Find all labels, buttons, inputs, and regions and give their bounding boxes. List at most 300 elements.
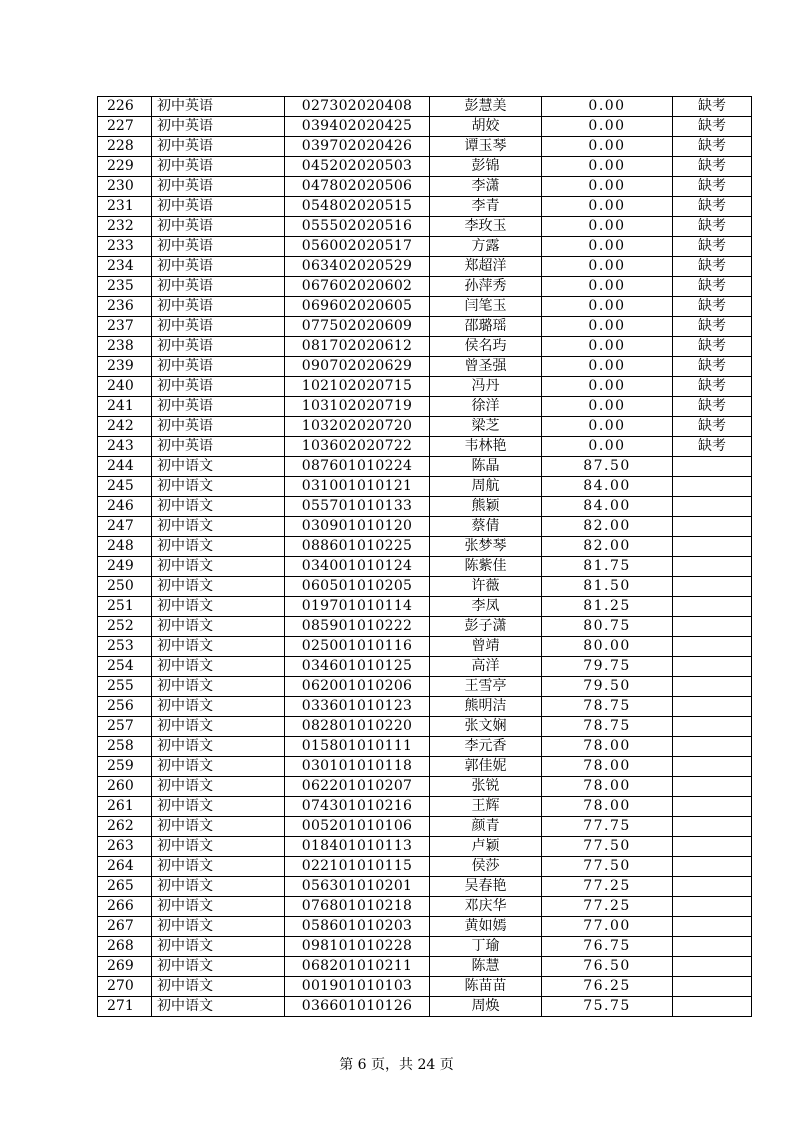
remark-cell: [673, 857, 752, 877]
row-number-cell: 229: [98, 157, 152, 177]
exam-id-cell: 030101010118: [285, 757, 430, 777]
table-row: [98, 117, 752, 137]
remark-cell: [673, 537, 752, 557]
row-number-cell: 263: [98, 837, 152, 857]
table-row: [98, 817, 752, 837]
exam-id-cell: 081702020612: [285, 337, 430, 357]
remark-cell: [673, 737, 752, 757]
subject-cell: 初中英语: [152, 117, 285, 137]
subject-cell: 初中语文: [152, 697, 285, 717]
row-number-cell: 256: [98, 697, 152, 717]
score-cell: 77.25: [542, 877, 673, 897]
exam-id-cell: 074301010216: [285, 797, 430, 817]
score-cell: 0.00: [542, 177, 673, 197]
exam-id-cell: 067602020602: [285, 277, 430, 297]
remark-cell: [673, 677, 752, 697]
table-row: [98, 97, 752, 117]
score-cell: 77.00: [542, 917, 673, 937]
table-row: [98, 757, 752, 777]
score-cell: 78.00: [542, 797, 673, 817]
remark-cell: 缺考: [673, 297, 752, 317]
exam-id-cell: 082801010220: [285, 717, 430, 737]
score-cell: 0.00: [542, 297, 673, 317]
name-cell: 邓庆华: [430, 897, 542, 917]
subject-cell: 初中英语: [152, 417, 285, 437]
table-row: [98, 417, 752, 437]
table-row: [98, 737, 752, 757]
row-number-cell: 228: [98, 137, 152, 157]
score-cell: 0.00: [542, 337, 673, 357]
table-row: [98, 397, 752, 417]
remark-cell: 缺考: [673, 397, 752, 417]
subject-cell: 初中语文: [152, 897, 285, 917]
table-row: [98, 357, 752, 377]
row-number-cell: 242: [98, 417, 152, 437]
score-cell: 75.75: [542, 997, 673, 1017]
row-number-cell: 226: [98, 97, 152, 117]
table-row: [98, 957, 752, 977]
row-number-cell: 248: [98, 537, 152, 557]
subject-cell: 初中英语: [152, 437, 285, 457]
subject-cell: 初中语文: [152, 677, 285, 697]
results-table: [97, 96, 752, 1017]
score-cell: 80.00: [542, 637, 673, 657]
remark-cell: [673, 917, 752, 937]
remark-cell: [673, 517, 752, 537]
subject-cell: 初中英语: [152, 137, 285, 157]
table-row: [98, 637, 752, 657]
remark-cell: 缺考: [673, 257, 752, 277]
remark-cell: [673, 817, 752, 837]
table-row: [98, 557, 752, 577]
score-cell: 0.00: [542, 437, 673, 457]
score-cell: 78.00: [542, 737, 673, 757]
table-row: [98, 877, 752, 897]
remark-cell: 缺考: [673, 137, 752, 157]
name-cell: 蔡倩: [430, 517, 542, 537]
exam-id-cell: 077502020609: [285, 317, 430, 337]
row-number-cell: 240: [98, 377, 152, 397]
subject-cell: 初中语文: [152, 977, 285, 997]
remark-cell: [673, 497, 752, 517]
exam-id-cell: 031001010121: [285, 477, 430, 497]
score-cell: 82.00: [542, 537, 673, 557]
exam-id-cell: 025001010116: [285, 637, 430, 657]
remark-cell: [673, 777, 752, 797]
name-cell: 熊明洁: [430, 697, 542, 717]
exam-id-cell: 045202020503: [285, 157, 430, 177]
row-number-cell: 232: [98, 217, 152, 237]
subject-cell: 初中语文: [152, 657, 285, 677]
name-cell: 张文娴: [430, 717, 542, 737]
subject-cell: 初中英语: [152, 337, 285, 357]
score-cell: 0.00: [542, 317, 673, 337]
name-cell: 张梦琴: [430, 537, 542, 557]
name-cell: 侯莎: [430, 857, 542, 877]
subject-cell: 初中语文: [152, 797, 285, 817]
remark-cell: 缺考: [673, 317, 752, 337]
row-number-cell: 239: [98, 357, 152, 377]
name-cell: 曾靖: [430, 637, 542, 657]
score-cell: 79.50: [542, 677, 673, 697]
score-cell: 0.00: [542, 217, 673, 237]
exam-id-cell: 056301010201: [285, 877, 430, 897]
table-row: [98, 337, 752, 357]
remark-cell: 缺考: [673, 417, 752, 437]
score-cell: 76.25: [542, 977, 673, 997]
name-cell: 王雪亭: [430, 677, 542, 697]
subject-cell: 初中英语: [152, 97, 285, 117]
exam-id-cell: 087601010224: [285, 457, 430, 477]
exam-id-cell: 030901010120: [285, 517, 430, 537]
name-cell: 冯丹: [430, 377, 542, 397]
table-row: [98, 897, 752, 917]
name-cell: 周焕: [430, 997, 542, 1017]
row-number-cell: 243: [98, 437, 152, 457]
remark-cell: [673, 577, 752, 597]
score-cell: 0.00: [542, 277, 673, 297]
table-row: [98, 157, 752, 177]
table-row: [98, 657, 752, 677]
subject-cell: 初中英语: [152, 217, 285, 237]
table-row: [98, 257, 752, 277]
row-number-cell: 249: [98, 557, 152, 577]
remark-cell: [673, 757, 752, 777]
subject-cell: 初中语文: [152, 997, 285, 1017]
row-number-cell: 269: [98, 957, 152, 977]
name-cell: 陈紫佳: [430, 557, 542, 577]
name-cell: 彭慧美: [430, 97, 542, 117]
table-row: [98, 497, 752, 517]
row-number-cell: 235: [98, 277, 152, 297]
subject-cell: 初中语文: [152, 737, 285, 757]
score-cell: 0.00: [542, 397, 673, 417]
exam-id-cell: 005201010106: [285, 817, 430, 837]
remark-cell: [673, 717, 752, 737]
table-row: [98, 477, 752, 497]
exam-id-cell: 027302020408: [285, 97, 430, 117]
exam-id-cell: 062201010207: [285, 777, 430, 797]
score-cell: 77.50: [542, 857, 673, 877]
score-cell: 0.00: [542, 97, 673, 117]
row-number-cell: 260: [98, 777, 152, 797]
row-number-cell: 266: [98, 897, 152, 917]
name-cell: 胡姣: [430, 117, 542, 137]
table-row: [98, 717, 752, 737]
name-cell: 谭玉琴: [430, 137, 542, 157]
row-number-cell: 230: [98, 177, 152, 197]
remark-cell: 缺考: [673, 437, 752, 457]
table-row: [98, 597, 752, 617]
exam-id-cell: 090702020629: [285, 357, 430, 377]
name-cell: 闫笔玉: [430, 297, 542, 317]
row-number-cell: 251: [98, 597, 152, 617]
subject-cell: 初中语文: [152, 577, 285, 597]
row-number-cell: 253: [98, 637, 152, 657]
row-number-cell: 236: [98, 297, 152, 317]
table-row: [98, 797, 752, 817]
name-cell: 许薇: [430, 577, 542, 597]
table-row: [98, 437, 752, 457]
score-cell: 78.00: [542, 777, 673, 797]
score-cell: 78.75: [542, 717, 673, 737]
score-cell: 87.50: [542, 457, 673, 477]
exam-id-cell: 062001010206: [285, 677, 430, 697]
subject-cell: 初中语文: [152, 957, 285, 977]
row-number-cell: 270: [98, 977, 152, 997]
remark-cell: [673, 957, 752, 977]
subject-cell: 初中语文: [152, 857, 285, 877]
name-cell: 邵璐瑶: [430, 317, 542, 337]
table-row: [98, 697, 752, 717]
exam-id-cell: 060501010205: [285, 577, 430, 597]
table-row: [98, 277, 752, 297]
subject-cell: 初中语文: [152, 937, 285, 957]
remark-cell: [673, 837, 752, 857]
remark-cell: [673, 597, 752, 617]
subject-cell: 初中语文: [152, 617, 285, 637]
table-row: [98, 777, 752, 797]
score-cell: 82.00: [542, 517, 673, 537]
score-cell: 0.00: [542, 197, 673, 217]
table-row: [98, 617, 752, 637]
table-row: [98, 857, 752, 877]
score-cell: 77.75: [542, 817, 673, 837]
name-cell: 陈慧: [430, 957, 542, 977]
table-row: [98, 997, 752, 1017]
row-number-cell: 259: [98, 757, 152, 777]
name-cell: 高洋: [430, 657, 542, 677]
score-cell: 0.00: [542, 117, 673, 137]
remark-cell: [673, 697, 752, 717]
exam-id-cell: 068201010211: [285, 957, 430, 977]
name-cell: 黄如嫣: [430, 917, 542, 937]
exam-id-cell: 056002020517: [285, 237, 430, 257]
subject-cell: 初中语文: [152, 637, 285, 657]
subject-cell: 初中语文: [152, 917, 285, 937]
exam-id-cell: 039402020425: [285, 117, 430, 137]
subject-cell: 初中语文: [152, 817, 285, 837]
subject-cell: 初中语文: [152, 597, 285, 617]
remark-cell: [673, 657, 752, 677]
subject-cell: 初中英语: [152, 377, 285, 397]
name-cell: 曾圣强: [430, 357, 542, 377]
subject-cell: 初中语文: [152, 757, 285, 777]
subject-cell: 初中语文: [152, 477, 285, 497]
subject-cell: 初中语文: [152, 557, 285, 577]
exam-id-cell: 039702020426: [285, 137, 430, 157]
remark-cell: [673, 477, 752, 497]
remark-cell: 缺考: [673, 97, 752, 117]
row-number-cell: 264: [98, 857, 152, 877]
name-cell: 郑超洋: [430, 257, 542, 277]
row-number-cell: 238: [98, 337, 152, 357]
name-cell: 韦林艳: [430, 437, 542, 457]
remark-cell: 缺考: [673, 277, 752, 297]
row-number-cell: 244: [98, 457, 152, 477]
table-row: [98, 837, 752, 857]
score-cell: 77.50: [542, 837, 673, 857]
remark-cell: [673, 557, 752, 577]
row-number-cell: 252: [98, 617, 152, 637]
score-cell: 0.00: [542, 417, 673, 437]
exam-id-cell: 034001010124: [285, 557, 430, 577]
exam-id-cell: 047802020506: [285, 177, 430, 197]
row-number-cell: 265: [98, 877, 152, 897]
row-number-cell: 262: [98, 817, 152, 837]
row-number-cell: 268: [98, 937, 152, 957]
remark-cell: 缺考: [673, 377, 752, 397]
row-number-cell: 246: [98, 497, 152, 517]
score-cell: 0.00: [542, 357, 673, 377]
remark-cell: 缺考: [673, 177, 752, 197]
score-cell: 0.00: [542, 237, 673, 257]
remark-cell: 缺考: [673, 157, 752, 177]
remark-cell: [673, 977, 752, 997]
exam-id-cell: 098101010228: [285, 937, 430, 957]
row-number-cell: 271: [98, 997, 152, 1017]
name-cell: 王辉: [430, 797, 542, 817]
page-footer: 第 6 页，共 24 页: [339, 1057, 454, 1073]
remark-cell: [673, 637, 752, 657]
exam-id-cell: 054802020515: [285, 197, 430, 217]
name-cell: 熊颖: [430, 497, 542, 517]
remark-cell: [673, 457, 752, 477]
score-cell: 81.75: [542, 557, 673, 577]
exam-id-cell: 102102020715: [285, 377, 430, 397]
exam-id-cell: 055701010133: [285, 497, 430, 517]
row-number-cell: 255: [98, 677, 152, 697]
exam-id-cell: 085901010222: [285, 617, 430, 637]
table-row: [98, 197, 752, 217]
subject-cell: 初中英语: [152, 297, 285, 317]
name-cell: 徐洋: [430, 397, 542, 417]
subject-cell: 初中英语: [152, 397, 285, 417]
row-number-cell: 247: [98, 517, 152, 537]
row-number-cell: 254: [98, 657, 152, 677]
table-row: [98, 537, 752, 557]
remark-cell: 缺考: [673, 117, 752, 137]
score-cell: 76.75: [542, 937, 673, 957]
exam-id-cell: 034601010125: [285, 657, 430, 677]
row-number-cell: 258: [98, 737, 152, 757]
name-cell: 卢颖: [430, 837, 542, 857]
table-row: [98, 677, 752, 697]
table-row: [98, 217, 752, 237]
exam-id-cell: 103102020719: [285, 397, 430, 417]
score-cell: 78.75: [542, 697, 673, 717]
table-row: [98, 377, 752, 397]
name-cell: 梁芝: [430, 417, 542, 437]
table-row: [98, 577, 752, 597]
name-cell: 陈晶: [430, 457, 542, 477]
table-row: [98, 137, 752, 157]
remark-cell: 缺考: [673, 197, 752, 217]
score-cell: 81.25: [542, 597, 673, 617]
subject-cell: 初中英语: [152, 197, 285, 217]
score-cell: 79.75: [542, 657, 673, 677]
row-number-cell: 261: [98, 797, 152, 817]
subject-cell: 初中语文: [152, 877, 285, 897]
table-row: [98, 457, 752, 477]
subject-cell: 初中语文: [152, 517, 285, 537]
score-cell: 0.00: [542, 377, 673, 397]
score-cell: 77.25: [542, 897, 673, 917]
table-row: [98, 237, 752, 257]
exam-id-cell: 036601010126: [285, 997, 430, 1017]
score-cell: 84.00: [542, 497, 673, 517]
name-cell: 孙萍秀: [430, 277, 542, 297]
name-cell: 周航: [430, 477, 542, 497]
exam-id-cell: 103602020722: [285, 437, 430, 457]
name-cell: 李凤: [430, 597, 542, 617]
name-cell: 吴春艳: [430, 877, 542, 897]
exam-id-cell: 018401010113: [285, 837, 430, 857]
name-cell: 郭佳妮: [430, 757, 542, 777]
remark-cell: [673, 897, 752, 917]
row-number-cell: 231: [98, 197, 152, 217]
table-row: [98, 917, 752, 937]
exam-id-cell: 088601010225: [285, 537, 430, 557]
score-cell: 80.75: [542, 617, 673, 637]
exam-id-cell: 001901010103: [285, 977, 430, 997]
remark-cell: [673, 797, 752, 817]
exam-id-cell: 069602020605: [285, 297, 430, 317]
subject-cell: 初中语文: [152, 537, 285, 557]
exam-id-cell: 076801010218: [285, 897, 430, 917]
score-cell: 0.00: [542, 137, 673, 157]
name-cell: 陈苗苗: [430, 977, 542, 997]
subject-cell: 初中英语: [152, 237, 285, 257]
name-cell: 张锐: [430, 777, 542, 797]
row-number-cell: 237: [98, 317, 152, 337]
name-cell: 侯名玙: [430, 337, 542, 357]
remark-cell: [673, 877, 752, 897]
row-number-cell: 234: [98, 257, 152, 277]
remark-cell: [673, 997, 752, 1017]
score-cell: 0.00: [542, 257, 673, 277]
subject-cell: 初中语文: [152, 837, 285, 857]
remark-cell: [673, 617, 752, 637]
subject-cell: 初中英语: [152, 277, 285, 297]
exam-id-cell: 063402020529: [285, 257, 430, 277]
score-cell: 84.00: [542, 477, 673, 497]
subject-cell: 初中英语: [152, 357, 285, 377]
name-cell: 彭子潇: [430, 617, 542, 637]
name-cell: 丁瑜: [430, 937, 542, 957]
remark-cell: 缺考: [673, 337, 752, 357]
name-cell: 李青: [430, 197, 542, 217]
subject-cell: 初中语文: [152, 457, 285, 477]
table-row: [98, 977, 752, 997]
remark-cell: [673, 937, 752, 957]
score-cell: 0.00: [542, 157, 673, 177]
row-number-cell: 245: [98, 477, 152, 497]
score-cell: 81.50: [542, 577, 673, 597]
row-number-cell: 267: [98, 917, 152, 937]
subject-cell: 初中语文: [152, 497, 285, 517]
table-row: [98, 517, 752, 537]
table-row: [98, 297, 752, 317]
name-cell: 李玫玉: [430, 217, 542, 237]
row-number-cell: 227: [98, 117, 152, 137]
subject-cell: 初中英语: [152, 157, 285, 177]
table-row: [98, 317, 752, 337]
row-number-cell: 257: [98, 717, 152, 737]
table-row: [98, 937, 752, 957]
subject-cell: 初中语文: [152, 717, 285, 737]
exam-id-cell: 022101010115: [285, 857, 430, 877]
